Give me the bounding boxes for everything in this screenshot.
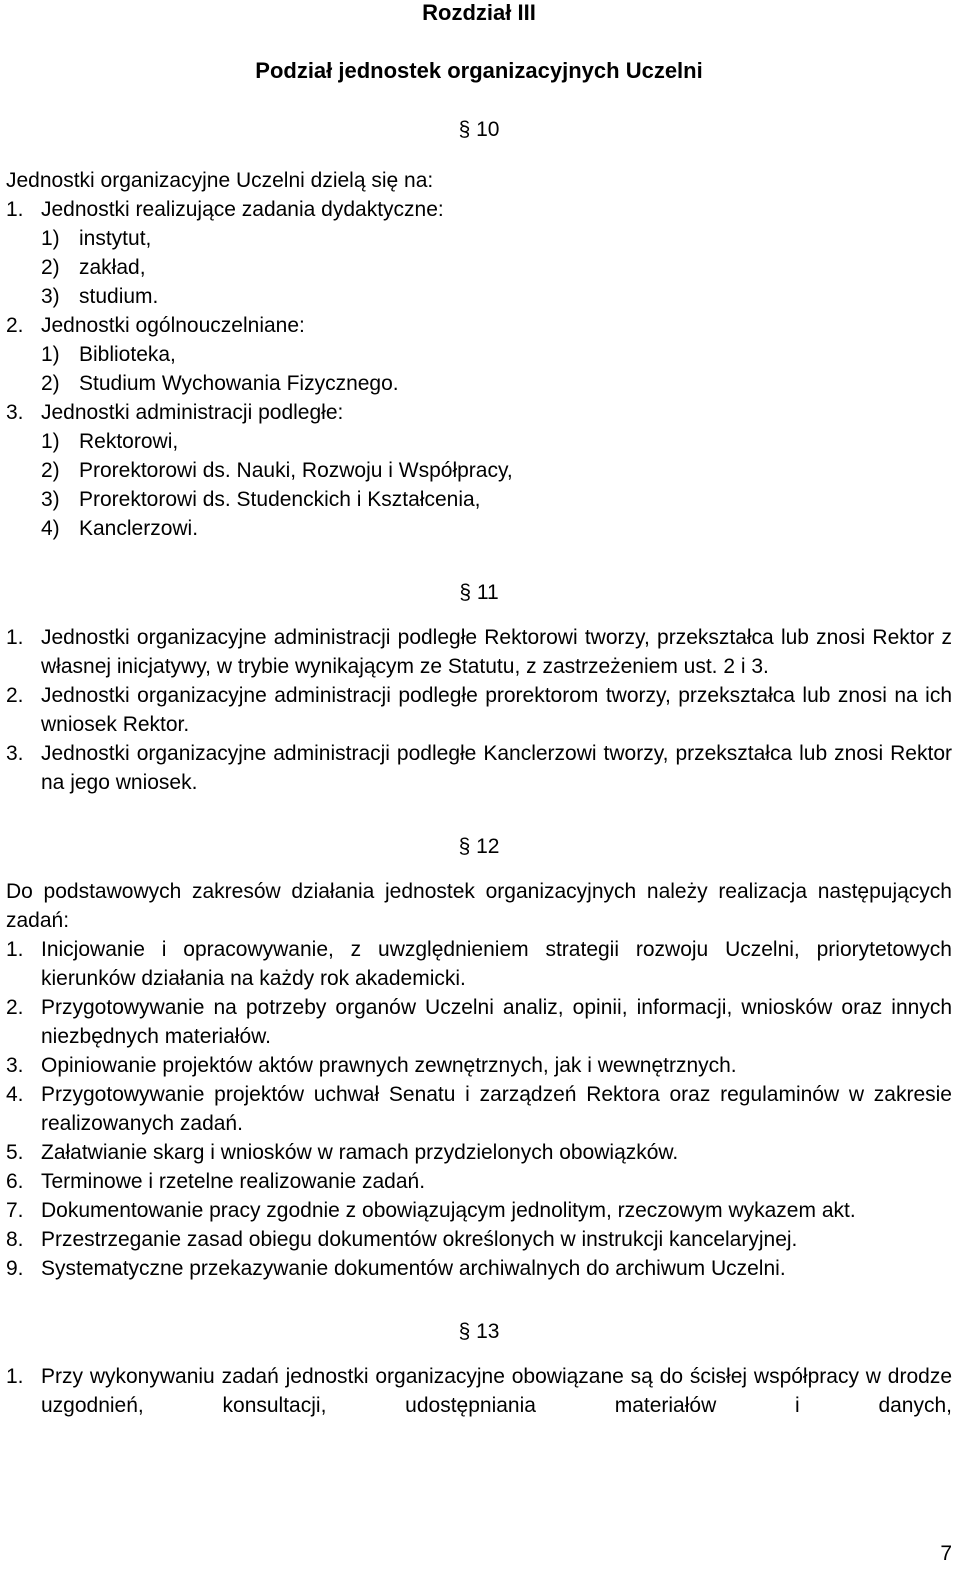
- sub-list-item: [6, 514, 952, 543]
- item-text: Jednostki organizacyjne administracji podległe Kanclerzowi tworzy, przekształca lub znosi Rektor na jego wniosek.: [41, 742, 952, 794]
- item-number: 2): [41, 256, 60, 279]
- item-number: 2.: [6, 996, 24, 1019]
- item-text: Jednostki administracji podległe:: [41, 401, 344, 424]
- item-text: Kanclerzowi.: [79, 517, 199, 540]
- item-number: 3): [41, 285, 60, 308]
- item-text: Jednostki realizujące zadania dydaktyczne:: [41, 198, 444, 221]
- list-item: [6, 1138, 952, 1167]
- section-12-intro: Do podstawowych zakresów działania jednostek organizacyjnych należy realizacja następujących zadań:: [6, 880, 952, 932]
- list-item: [6, 1196, 952, 1225]
- item-number: 7.: [6, 1199, 24, 1222]
- item-text: Prorektorowi ds. Nauki, Rozwoju i Współpracy,: [79, 459, 513, 482]
- list-item: [6, 739, 952, 797]
- item-number: 9.: [6, 1257, 24, 1280]
- section-13-label: § 13: [458, 1320, 500, 1343]
- list-item: [6, 1051, 952, 1080]
- item-number: 4): [41, 517, 60, 540]
- item-text: Prorektorowi ds. Studenckich i Kształcenia,: [79, 488, 481, 511]
- chapter-title: Podział jednostek organizacyjnych Uczelni: [255, 58, 703, 83]
- item-text: Jednostki organizacyjne administracji podległe prorektorom tworzy, przekształca lub znosi na ich wniosek Rektor.: [41, 684, 952, 736]
- item-text: Przestrzeganie zasad obiegu dokumentów określonych w instrukcji kancelaryjnej.: [41, 1228, 798, 1251]
- item-text: Opiniowanie projektów aktów prawnych zewnętrznych, jak i wewnętrznych.: [41, 1054, 737, 1077]
- item-number: 1): [41, 227, 60, 250]
- list-item: [6, 1167, 952, 1196]
- item-text: instytut,: [79, 227, 152, 250]
- item-text: zakład,: [79, 256, 146, 279]
- sub-list-item: [6, 427, 952, 456]
- sub-list-item: [6, 282, 952, 311]
- chapter-heading: Rozdział III: [422, 0, 536, 25]
- section-11-label: § 11: [459, 581, 499, 604]
- sub-list-item: [6, 485, 952, 514]
- item-text: Studium Wychowania Fizycznego.: [79, 372, 399, 395]
- item-number: 8.: [6, 1228, 24, 1251]
- list-item: [6, 195, 952, 224]
- item-text: Rektorowi,: [79, 430, 179, 453]
- section-10-label: § 10: [458, 118, 500, 141]
- item-number: 2): [41, 459, 60, 482]
- item-text: Przygotowywanie projektów uchwał Senatu i zarządzeń Rektora oraz regulaminów w zakresie realizowanych zadań.: [41, 1083, 952, 1135]
- item-number: 3.: [6, 1054, 24, 1077]
- list-item: [6, 993, 952, 1051]
- item-number: 5.: [6, 1141, 24, 1164]
- item-text: Systematyczne przekazywanie dokumentów archiwalnych do archiwum Uczelni.: [41, 1257, 786, 1280]
- item-text: Inicjowanie i opracowywanie, z uwzględnieniem strategii rozwoju Uczelni, priorytetowych kierunków działania na każdy rok akademicki.: [41, 938, 952, 990]
- list-item: [6, 1254, 952, 1283]
- item-number: 6.: [6, 1170, 24, 1193]
- list-item: [6, 623, 952, 681]
- item-text: Przygotowywanie na potrzeby organów Uczelni analiz, opinii, informacji, wniosków oraz innych niezbędnych materiałów.: [41, 996, 952, 1048]
- sub-list-item: [6, 369, 952, 398]
- item-number: 2.: [6, 684, 24, 707]
- sub-list-item: [6, 456, 952, 485]
- item-number: 3): [41, 488, 60, 511]
- page-number: 7: [940, 1542, 952, 1565]
- list-item: [6, 681, 952, 739]
- item-text: Jednostki ogólnouczelniane:: [41, 314, 305, 337]
- section-12-label: § 12: [458, 835, 500, 858]
- item-number: 2): [41, 372, 60, 395]
- list-item: [6, 311, 952, 340]
- sub-list-item: [6, 253, 952, 282]
- list-item: [6, 935, 952, 993]
- list-item: [6, 1362, 952, 1420]
- list-item: [6, 398, 952, 427]
- item-number: 1): [41, 343, 60, 366]
- sub-list-item: [6, 340, 952, 369]
- section-10-intro: Jednostki organizacyjne Uczelni dzielą się na:: [6, 169, 434, 192]
- item-text: Jednostki organizacyjne administracji podległe Rektorowi tworzy, przekształca lub znosi Rektor z własnej inicjatywy, w trybie wynikającym ze Statutu, z zastrzeżeniem ust. 2 i 3.: [41, 626, 952, 678]
- item-text: Terminowe i rzetelne realizowanie zadań.: [41, 1170, 426, 1193]
- item-number: 3.: [6, 401, 24, 424]
- item-number: 3.: [6, 742, 24, 765]
- item-number: 1.: [6, 938, 24, 961]
- item-number: 1.: [6, 1365, 24, 1388]
- item-number: 1.: [6, 626, 24, 649]
- document-page: [6, 0, 952, 1420]
- item-text: Dokumentowanie pracy zgodnie z obowiązującym jednolitym, rzeczowym wykazem akt.: [41, 1199, 856, 1222]
- list-item: [6, 1080, 952, 1138]
- item-number: 2.: [6, 314, 24, 337]
- item-text: Przy wykonywaniu zadań jednostki organizacyjne obowiązane są do ścisłej współpracy w drodze uzgodnień, konsultacji, udostępniania materiałów i danych,: [41, 1365, 952, 1417]
- item-number: 1.: [6, 198, 24, 221]
- item-number: 4.: [6, 1083, 24, 1106]
- item-text: Załatwianie skarg i wniosków w ramach przydzielonych obowiązków.: [41, 1141, 679, 1164]
- item-text: Biblioteka,: [79, 343, 176, 366]
- sub-list-item: [6, 224, 952, 253]
- list-item: [6, 1225, 952, 1254]
- item-text: studium.: [79, 285, 159, 308]
- item-number: 1): [41, 430, 60, 453]
